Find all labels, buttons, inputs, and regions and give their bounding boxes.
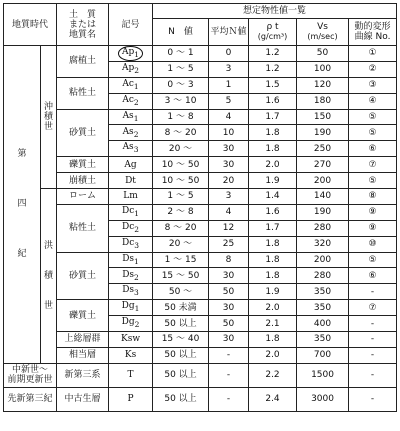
curve-cell: ⑥ (349, 141, 397, 157)
soil-name: 粘性土 (57, 77, 109, 109)
n-value-cell: 1 ～ 8 (153, 109, 209, 125)
vs-cell: 200 (297, 252, 349, 268)
avg-n-cell: 8 (209, 252, 249, 268)
curve-cell: - (349, 316, 397, 332)
vs-cell: 350 (297, 332, 349, 348)
header-avg-n: 平均Ｎ値 (209, 19, 249, 46)
header-symbol: 記号 (109, 4, 153, 46)
table-row (4, 204, 397, 220)
n-value-cell: 2 ～ 8 (153, 204, 209, 220)
rho-cell: 1.8 (249, 236, 297, 252)
curve-cell: ③ (349, 77, 397, 93)
curve-cell: ⑤ (349, 109, 397, 125)
header-rho-line: ρ t (266, 22, 279, 32)
header-soil-line: 地質名 (69, 29, 97, 40)
soil-name: 上総層群 (57, 332, 109, 348)
vs-cell: 50 (297, 46, 349, 62)
era-pleistocene-char: 世 (44, 300, 54, 311)
header-rho-unit: (g/cm³) (257, 32, 288, 41)
curve-cell: ① (349, 46, 397, 62)
rho-cell: 1.8 (249, 252, 297, 268)
vs-cell: 190 (297, 204, 349, 220)
n-value-cell: 15 ～ 40 (153, 332, 209, 348)
n-value-cell: 1 ～ 5 (153, 189, 209, 205)
table-row (4, 332, 397, 348)
era-pleistocene-char: 積 (44, 270, 54, 281)
table-row (4, 363, 397, 387)
n-value-cell: 50 以上 (153, 316, 209, 332)
avg-n-cell: - (209, 387, 249, 411)
symbol-cell: $Dg_2$ (109, 316, 153, 332)
rho-cell: 1.5 (249, 77, 297, 93)
rho-cell: 2.1 (249, 316, 297, 332)
avg-n-cell: 50 (209, 284, 249, 300)
symbol-cell: $Dc_1$ (109, 204, 153, 220)
era-quaternary-char: 第 (17, 149, 27, 160)
symbol-cell: Ks (109, 347, 153, 363)
soil-name: ローム (57, 189, 109, 205)
rho-cell: 1.6 (249, 93, 297, 109)
table-row (4, 173, 397, 189)
vs-cell: 180 (297, 93, 349, 109)
table-row (4, 157, 397, 173)
curve-cell: ⑥ (349, 268, 397, 284)
vs-cell: 100 (297, 61, 349, 77)
n-value-cell: 20 ～ (153, 141, 209, 157)
soil-name: 中古生層 (57, 387, 109, 411)
rho-cell: 2.4 (249, 387, 297, 411)
n-value-cell: 0 ～ 1 (153, 46, 209, 62)
era-mid-miocene (4, 363, 57, 387)
era-holocene-char: 世 (44, 122, 54, 132)
vs-cell: 280 (297, 220, 349, 236)
soil-name: 粘性土 (57, 204, 109, 252)
rho-cell: 2.2 (249, 363, 297, 387)
symbol-cell: P (109, 387, 153, 411)
avg-n-cell: 50 (209, 316, 249, 332)
curve-cell: ② (349, 61, 397, 77)
soil-name: 腐植土 (57, 46, 109, 78)
n-value-cell: 15 ～ 50 (153, 268, 209, 284)
curve-cell: ④ (349, 93, 397, 109)
vs-cell: 120 (297, 77, 349, 93)
avg-n-cell: 25 (209, 236, 249, 252)
vs-cell: 1500 (297, 363, 349, 387)
symbol-cell: $As_2$ (109, 125, 153, 141)
soil-name: 礫質土 (57, 157, 109, 173)
table-row (4, 347, 397, 363)
era-pleistocene (41, 189, 57, 364)
symbol-circled: $Ap_1$ (118, 46, 143, 61)
era-mid-miocene-line: 前期更新世 (7, 375, 53, 386)
rho-cell: 1.8 (249, 268, 297, 284)
curve-cell: - (349, 284, 397, 300)
n-value-cell: 0 ～ 3 (153, 77, 209, 93)
symbol-cell: Dt (109, 173, 153, 189)
table-row (4, 300, 397, 316)
rho-cell: 2.0 (249, 347, 297, 363)
soil-name: 相当層 (57, 347, 109, 363)
symbol-cell: Lm (109, 189, 153, 205)
soil-name: 崩積土 (57, 173, 109, 189)
n-value-cell: 50 以上 (153, 347, 209, 363)
avg-n-cell: 0 (209, 46, 249, 62)
vs-cell: 400 (297, 316, 349, 332)
vs-cell: 250 (297, 141, 349, 157)
soil-name: 砂質土 (57, 252, 109, 300)
vs-cell: 270 (297, 157, 349, 173)
symbol-subscript: 1 (134, 49, 140, 59)
curve-cell: ⑩ (349, 236, 397, 252)
rho-cell: 1.4 (249, 189, 297, 205)
soil-name: 砂質土 (57, 109, 109, 157)
rho-cell: 1.2 (249, 61, 297, 77)
header-vs (297, 19, 349, 46)
n-value-cell: 50 以上 (153, 387, 209, 411)
avg-n-cell: 10 (209, 125, 249, 141)
n-value-cell: 50 未満 (153, 300, 209, 316)
vs-cell: 350 (297, 284, 349, 300)
era-quaternary (4, 46, 41, 364)
vs-cell: 320 (297, 236, 349, 252)
rho-cell: 1.8 (249, 332, 297, 348)
era-holocene-char: 沖 (44, 102, 54, 112)
n-value-cell: 3 ～ 10 (153, 93, 209, 109)
symbol-cell: $Dc_3$ (109, 236, 153, 252)
avg-n-cell: 1 (209, 77, 249, 93)
avg-n-cell: 3 (209, 61, 249, 77)
avg-n-cell: 30 (209, 300, 249, 316)
rho-cell: 1.6 (249, 204, 297, 220)
era-quaternary-char: 紀 (17, 249, 27, 260)
rho-cell: 2.0 (249, 157, 297, 173)
curve-cell: - (349, 363, 397, 387)
avg-n-cell: 30 (209, 157, 249, 173)
table-row (4, 77, 397, 93)
soil-property-table (3, 3, 397, 412)
curve-cell: ⑦ (349, 157, 397, 173)
avg-n-cell: 20 (209, 173, 249, 189)
header-soil (57, 4, 109, 46)
vs-cell: 350 (297, 300, 349, 316)
symbol-cell: $Ds_2$ (109, 268, 153, 284)
curve-cell: - (349, 332, 397, 348)
vs-cell: 3000 (297, 387, 349, 411)
curve-cell: ⑧ (349, 189, 397, 205)
era-holocene-char: 積 (44, 112, 54, 122)
table-row (4, 252, 397, 268)
symbol-cell: Ag (109, 157, 153, 173)
header-row-1 (4, 4, 397, 19)
curve-cell: ⑨ (349, 204, 397, 220)
symbol-cell: $As_1$ (109, 109, 153, 125)
avg-n-cell: - (209, 347, 249, 363)
era-holocene (41, 46, 57, 189)
curve-cell: ⑦ (349, 300, 397, 316)
avg-n-cell: - (209, 363, 249, 387)
era-mid-miocene-line: 中新世～ (12, 365, 49, 376)
avg-n-cell: 30 (209, 268, 249, 284)
symbol-cell: $As_3$ (109, 141, 153, 157)
rho-cell: 1.7 (249, 109, 297, 125)
avg-n-cell: 4 (209, 109, 249, 125)
vs-cell: 280 (297, 268, 349, 284)
header-soil-line: 土 質 (69, 9, 97, 20)
rho-cell: 1.9 (249, 284, 297, 300)
avg-n-cell: 3 (209, 189, 249, 205)
vs-cell: 200 (297, 173, 349, 189)
n-value-cell: 8 ～ 20 (153, 125, 209, 141)
header-curve-line: 曲線 No. (354, 32, 391, 42)
curve-cell: ⑤ (349, 125, 397, 141)
symbol-cell (109, 46, 153, 62)
avg-n-cell: 30 (209, 141, 249, 157)
symbol-cell: T (109, 363, 153, 387)
vs-cell: 700 (297, 347, 349, 363)
header-n-value: N 値 (153, 19, 209, 46)
era-pre-neogene: 先新第三紀 (4, 387, 57, 411)
curve-cell: - (349, 347, 397, 363)
vs-cell: 190 (297, 125, 349, 141)
symbol-cell: Ksw (109, 332, 153, 348)
header-curve-line: 動的変形 (354, 22, 391, 32)
curve-cell: ⑤ (349, 252, 397, 268)
n-value-cell: 8 ～ 20 (153, 220, 209, 236)
rho-cell: 1.2 (249, 46, 297, 62)
header-vs-unit: (m/sec) (307, 32, 338, 41)
symbol-cell: $Ap_2$ (109, 61, 153, 77)
symbol-cell: $Ac_1$ (109, 77, 153, 93)
symbol-cell: $Dg_1$ (109, 300, 153, 316)
table-row (4, 189, 397, 205)
vs-cell: 140 (297, 189, 349, 205)
n-value-cell: 10 ～ 50 (153, 157, 209, 173)
symbol-cell: $Ds_3$ (109, 284, 153, 300)
era-quaternary-char: 四 (17, 199, 27, 210)
avg-n-cell: 12 (209, 220, 249, 236)
era-pleistocene-char: 洪 (44, 240, 54, 251)
soil-name: 新第三系 (57, 363, 109, 387)
curve-cell: ⑤ (349, 173, 397, 189)
header-vs-line: Vs (317, 22, 328, 32)
rho-cell: 2.0 (249, 300, 297, 316)
header-values-title: 想定物性値一覧 (153, 4, 397, 19)
table-row (4, 387, 397, 411)
header-soil-line: または (69, 19, 97, 30)
n-value-cell: 20 ～ (153, 236, 209, 252)
symbol-cell: $Dc_2$ (109, 220, 153, 236)
n-value-cell: 50 以上 (153, 363, 209, 387)
n-value-cell: 10 ～ 50 (153, 173, 209, 189)
symbol-cell: $Ds_1$ (109, 252, 153, 268)
n-value-cell: 1 ～ 15 (153, 252, 209, 268)
header-curve (349, 19, 397, 46)
rho-cell: 1.8 (249, 141, 297, 157)
rho-cell: 1.7 (249, 220, 297, 236)
n-value-cell: 1 ～ 5 (153, 61, 209, 77)
n-value-cell: 50 ～ (153, 284, 209, 300)
avg-n-cell: 5 (209, 93, 249, 109)
curve-cell: ⑨ (349, 220, 397, 236)
soil-name: 礫質土 (57, 300, 109, 332)
table-row (4, 109, 397, 125)
header-era: 地質時代 (4, 4, 57, 46)
header-rho (249, 19, 297, 46)
vs-cell: 150 (297, 109, 349, 125)
avg-n-cell: 4 (209, 204, 249, 220)
rho-cell: 1.8 (249, 125, 297, 141)
avg-n-cell: 30 (209, 332, 249, 348)
soil-property-table-sheet (3, 3, 397, 412)
symbol-cell: $Ac_2$ (109, 93, 153, 109)
curve-cell: - (349, 387, 397, 411)
rho-cell: 1.9 (249, 173, 297, 189)
table-row (4, 46, 397, 62)
